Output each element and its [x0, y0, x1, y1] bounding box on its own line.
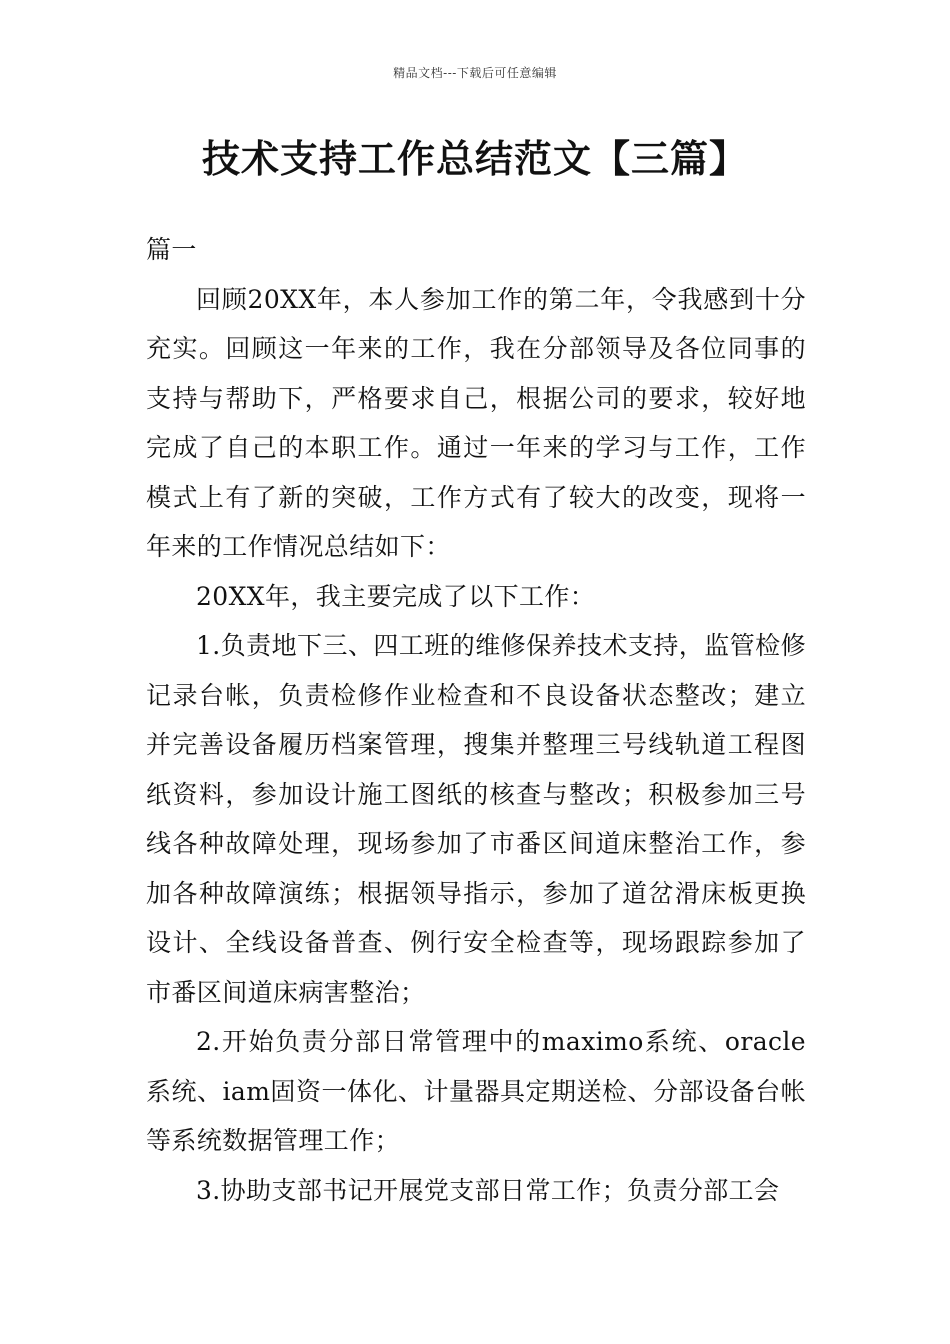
paragraph-item-1: 1.负责地下三、四工班的维修保养技术支持，监管检修记录台帐，负责检修作业检查和不良设备状态整改；建立并完善设备履历档案管理，搜集并整理三号线轨道工程图纸资料，参加设计施工图纸的核查与整改；积极参加三号线各种故障处理，现场参加了市番区间道床整治工作，参加各种故障演练；根据领导指示，参加了道岔滑床板更换设计、全线设备普查、例行安全检查等，现场跟踪参加了市番区间道床病害整治；: [146, 631, 806, 1007]
paragraph-summary-heading: 20XX年，我主要完成了以下工作：: [196, 581, 596, 611]
page-header: 精品文档---下载后可任意编辑: [393, 66, 557, 80]
section-label: 篇一: [146, 235, 197, 264]
paragraph-item-3: 3.协助支部书记开展党支部日常工作；负责分部工会: [196, 1175, 780, 1205]
paragraph-intro: 回顾20XX年，本人参加工作的第二年，令我感到十分充实。回顾这一年来的工作，我在分部领导及各位同事的支持与帮助下，严格要求自己，根据公司的要求，较好地完成了自己的本职工作。通过一年来的学习与工作，工作模式上有了新的突破，工作方式有了较大的改变，现将一年来的工作情况总结如下：: [146, 284, 806, 561]
paragraph-item-2: 2.开始负责分部日常管理中的maximo系统、oracle系统、iam固资一体化、计量器具定期送检、分部设备台帐等系统数据管理工作；: [146, 1027, 806, 1155]
document-body: [146, 225, 806, 1215]
document-title: 技术支持工作总结范文【三篇】: [201, 137, 748, 181]
